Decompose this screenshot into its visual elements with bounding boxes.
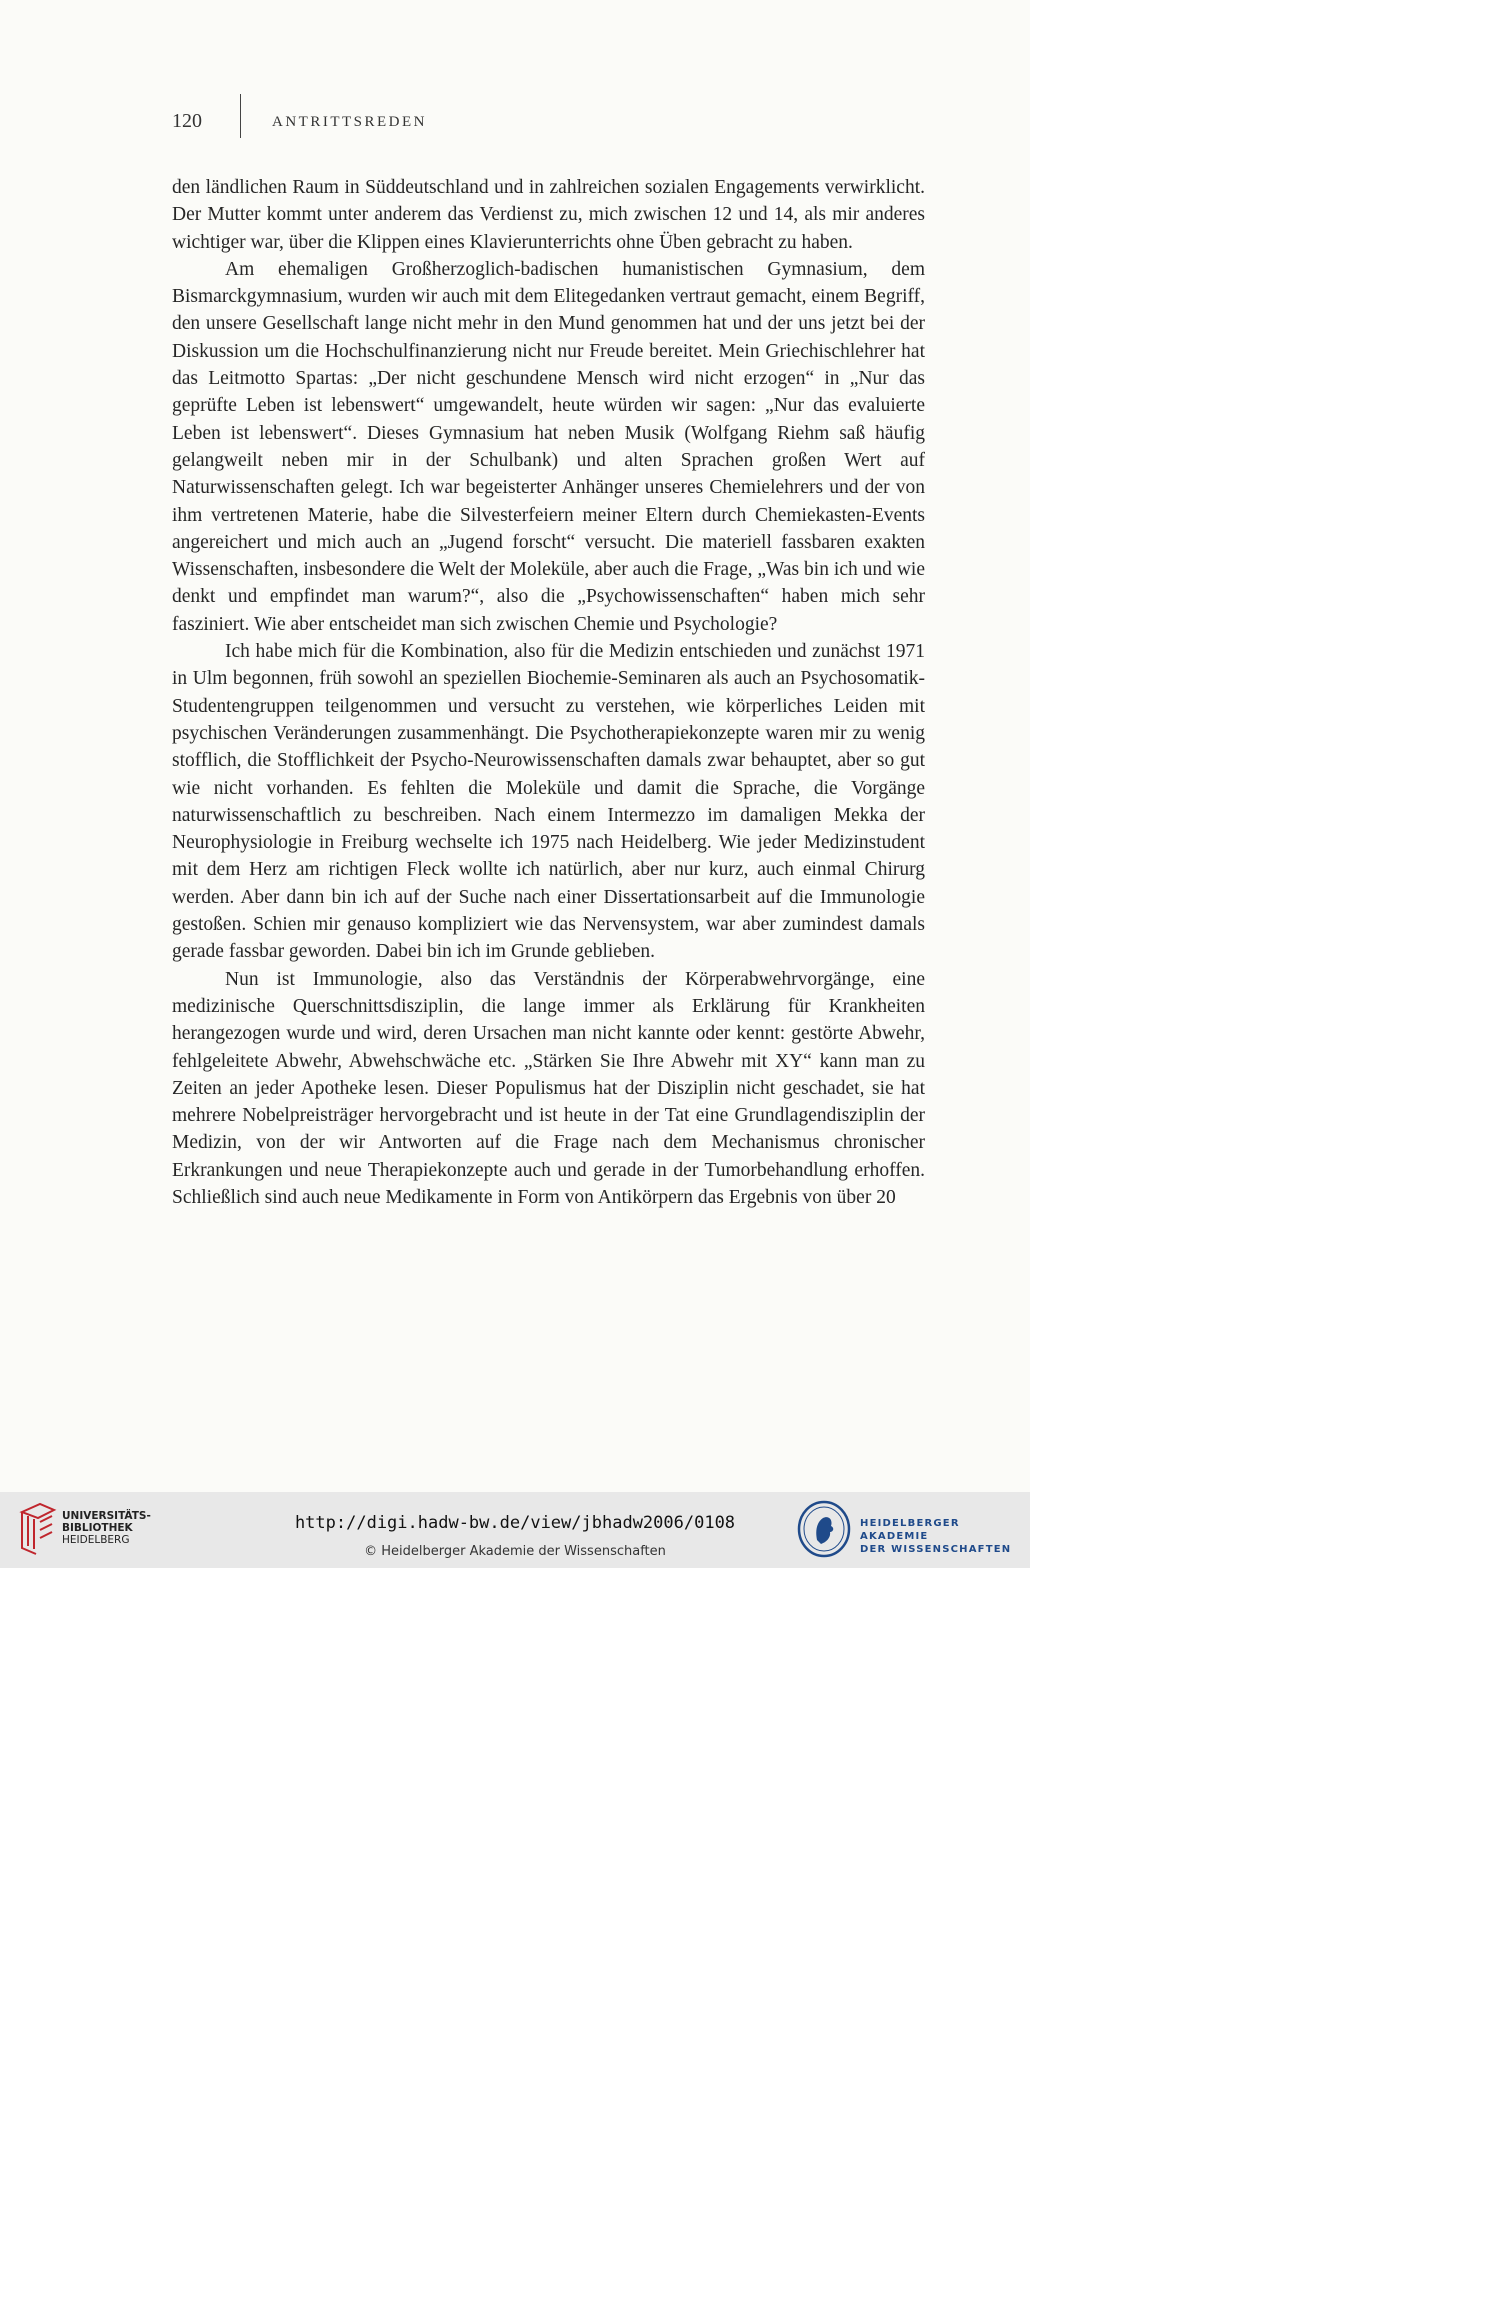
viewer-footer bbox=[0, 1492, 1030, 1568]
academy-seal-icon[interactable] bbox=[797, 1500, 851, 1558]
academy-name bbox=[860, 1517, 1030, 1556]
body-text bbox=[172, 174, 925, 1211]
library-name-line: BIBLIOTHEK bbox=[62, 1522, 133, 1534]
section-title: ANTRITTSREDEN bbox=[272, 114, 427, 130]
header-divider bbox=[240, 94, 241, 138]
library-name-line: HEIDELBERG bbox=[62, 1534, 130, 1546]
paragraph: Am ehemaligen Großherzoglich-badischen humanistischen Gymnasium, dem Bismarckgymnasium, wurden wir auch mit dem Elitegedanken vertraut gemacht, einem Begriff, den unsere Gesellschaft lange nicht mehr in den Mund genommen hat und der uns jetzt bei der Diskussion um die Hochschulfinanzierung nicht nur Freude bereitet. Mein Griechischlehrer hat das Leitmotto Spartas: „Der nicht geschundene Mensch wird nicht erzogen“ in „Nur das geprüfte Leben ist lebenswert“ umgewandelt, heute würden wir sagen: „Nur das evaluierte Leben ist lebenswert“. Dieses Gymnasium hat neben Musik (Wolfgang Riehm saß häufig gelangweilt neben mir in der Schulbank) und alten Sprachen großen Wert auf Naturwissenschaften gelegt. Ich war begeisterter Anhänger unseres Chemielehrers und der von ihm vertretenen Materie, habe die Silvesterfeiern meiner Eltern durch Chemiekasten-Events angereichert und mich auch an „Jugend forscht“ versucht. Die materiell fassbaren exakten Wissenschaften, insbesondere die Welt der Moleküle, aber auch die Frage, „Was bin ich und wie denkt und empfindet man warum?“, also die „Psychowissenschaften“ haben mich sehr fasziniert. Wie aber entscheidet man sich zwischen Chemie und Psychologie? bbox=[172, 258, 925, 635]
copyright-notice: © Heidelberger Akademie der Wissenschaften bbox=[364, 1544, 666, 1559]
paragraph: Nun ist Immunologie, also das Verständnis der Körperabwehrvorgänge, eine medizinische Querschnittsdisziplin, die lange immer als Erklärung für Krankheiten herangezogen wurde und wird, deren Ursachen man nicht kannte oder kennt: gestörte Abwehr, fehlgeleitete Abwehr, Abwehschwäche etc. „Stärken Sie Ihre Abwehr mit XY“ kann man zu Zeiten an jeder Apotheke lesen. Dieser Populismus hat der Disziplin nicht geschadet, sie hat mehrere Nobelpreisträger hervorgebracht und ist heute in der Tat eine Grundlagendisziplin der Medizin, von der wir Antworten auf die Frage nach dem Mechanismus chronischer Erkrankungen und neue Therapiekonzepte auch und gerade in der Tumorbehandlung erhoffen. Schließlich sind auch neue Medikamente in Form von Antikörpern das Ergebnis von über 20 bbox=[172, 968, 925, 1208]
academy-name-line: HEIDELBERGER AKADEMIE bbox=[860, 1518, 960, 1542]
paragraph: Ich habe mich für die Kombination, also für die Medizin entschieden und zunächst 1971 in Ulm begonnen, früh sowohl an speziellen Biochemie-Seminaren als auch an Psychosomatik-Studentengruppen teilgenommen und versucht zu verstehen, wie körperliches Leiden mit psychischen Veränderungen zusammenhängt. Die Psychotherapiekonzepte waren mir zu wenig stofflich, die Stofflichkeit der Psycho-Neurowissenschaften damals zwar behauptet, aber so gut wie nicht vorhanden. Es fehlten die Moleküle und damit die Sprache, die Vorgänge naturwissenschaftlich zu beschreiben. Nach einem Intermezzo im damaligen Mekka der Neurophysiologie in Freiburg wechselte ich 1975 nach Heidelberg. Wie jeder Medizinstudent mit dem Herz am richtigen Fleck wollte ich natürlich, aber nur kurz, auch einmal Chirurg werden. Aber dann bin ich auf der Suche nach einer Dissertationsarbeit auf die Immunologie gestoßen. Schien mir genauso kompliziert wie das Nervensystem, war aber zumindest damals gerade fassbar geworden. Dabei bin ich im Grunde geblieben. bbox=[172, 641, 925, 963]
academy-name-line: DER WISSENSCHAFTEN bbox=[860, 1544, 1012, 1555]
permalink-url[interactable]: http://digi.hadw-bw.de/view/jbhadw2006/0108 bbox=[294, 1513, 736, 1533]
paragraph: den ländlichen Raum in Süddeutschland und in zahlreichen sozialen Engagements verwirklicht. Der Mutter kommt unter anderem das Verdienst zu, mich zwischen 12 und 14, als mir anderes wichtiger war, über die Klippen eines Klavierunterrichts ohne Üben gebracht zu haben. bbox=[172, 177, 925, 253]
library-name-line: UNIVERSITÄTS- bbox=[62, 1510, 151, 1522]
book-page bbox=[0, 0, 1030, 1492]
page-number: 120 bbox=[172, 110, 202, 132]
